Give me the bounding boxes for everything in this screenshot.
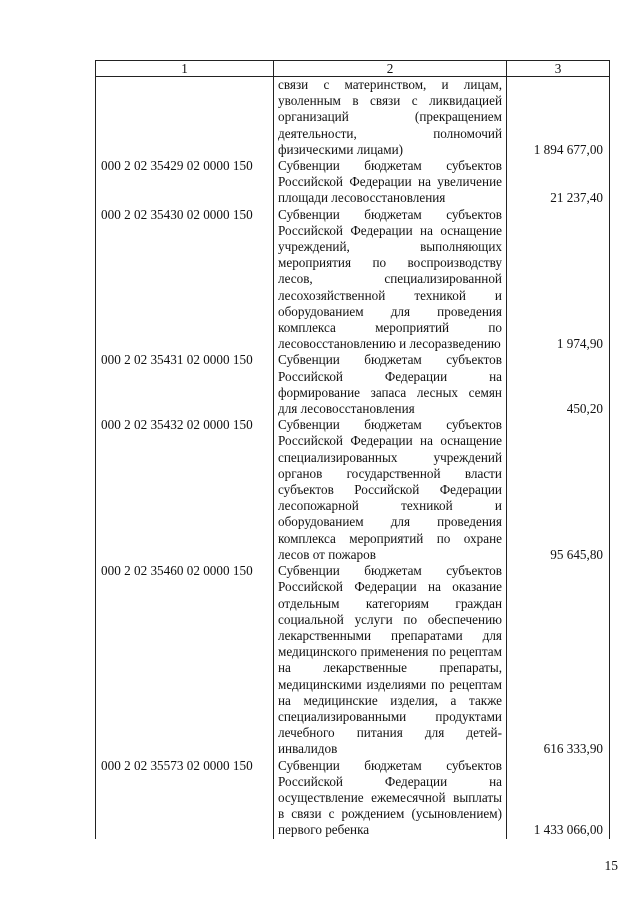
table-row bbox=[96, 158, 610, 207]
row-amount: 1 974,90 bbox=[507, 207, 610, 353]
row-description: Субвенции бюджетам субъектов Российской Федерации на оказание отдельным категориям граждан социальной услуги по обеспечению лекарственными препаратами для медицинского применения по рецептам на лекарственные препараты, медицинскими изделиями по рецептам на медицинские изделия, а также специализированными продуктами лечебного питания для детей-инвалидов bbox=[274, 563, 507, 757]
row-amount: 95 645,80 bbox=[507, 417, 610, 563]
row-description: Субвенции бюджетам субъектов Российской Федерации на формирование запаса лесных семян для лесовосстановления bbox=[274, 352, 507, 417]
row-amount: 450,20 bbox=[507, 352, 610, 417]
header-col-2: 2 bbox=[274, 61, 507, 77]
row-description: Субвенции бюджетам субъектов Российской Федерации на увеличение площади лесовосстановления bbox=[274, 158, 507, 207]
row-description: связи с материнством, и лицам, уволенным в связи с ликвидацией организаций (прекращением деятельности, полномочий физическими лицами) bbox=[274, 77, 507, 159]
table-header-row bbox=[96, 61, 610, 77]
header-col-1: 1 bbox=[96, 61, 274, 77]
table-row bbox=[96, 758, 610, 839]
table-row bbox=[96, 563, 610, 757]
table-row bbox=[96, 77, 610, 159]
table-row bbox=[96, 417, 610, 563]
row-amount: 1 433 066,00 bbox=[507, 758, 610, 839]
row-code: 000 2 02 35431 02 0000 150 bbox=[96, 352, 274, 417]
row-description: Субвенции бюджетам субъектов Российской Федерации на оснащение специализированных учреждений органов государственной власти субъектов Российской Федерации лесопожарной техникой и оборудованием для проведения комплекса мероприятий по охране лесов от пожаров bbox=[274, 417, 507, 563]
row-code: 000 2 02 35460 02 0000 150 bbox=[96, 563, 274, 757]
row-code: 000 2 02 35429 02 0000 150 bbox=[96, 158, 274, 207]
row-amount: 616 333,90 bbox=[507, 563, 610, 757]
row-code: 000 2 02 35573 02 0000 150 bbox=[96, 758, 274, 839]
row-code: 000 2 02 35432 02 0000 150 bbox=[96, 417, 274, 563]
row-code bbox=[96, 77, 274, 159]
header-col-3: 3 bbox=[507, 61, 610, 77]
table-row bbox=[96, 207, 610, 353]
row-description: Субвенции бюджетам субъектов Российской Федерации на осуществление ежемесячной выплаты в связи с рождением (усыновлением) первого ребенка bbox=[274, 758, 507, 839]
row-amount: 1 894 677,00 bbox=[507, 77, 610, 159]
row-amount: 21 237,40 bbox=[507, 158, 610, 207]
row-description: Субвенции бюджетам субъектов Российской Федерации на оснащение учреждений, выполняющих мероприятия по воспроизводству лесов, специализированной лесохозяйственной техникой и оборудованием для проведения комплекса мероприятий по лесовосстановлению и лесоразведению bbox=[274, 207, 507, 353]
page-number: 15 bbox=[604, 858, 618, 873]
budget-table bbox=[95, 60, 610, 839]
table-row bbox=[96, 352, 610, 417]
row-code: 000 2 02 35430 02 0000 150 bbox=[96, 207, 274, 353]
